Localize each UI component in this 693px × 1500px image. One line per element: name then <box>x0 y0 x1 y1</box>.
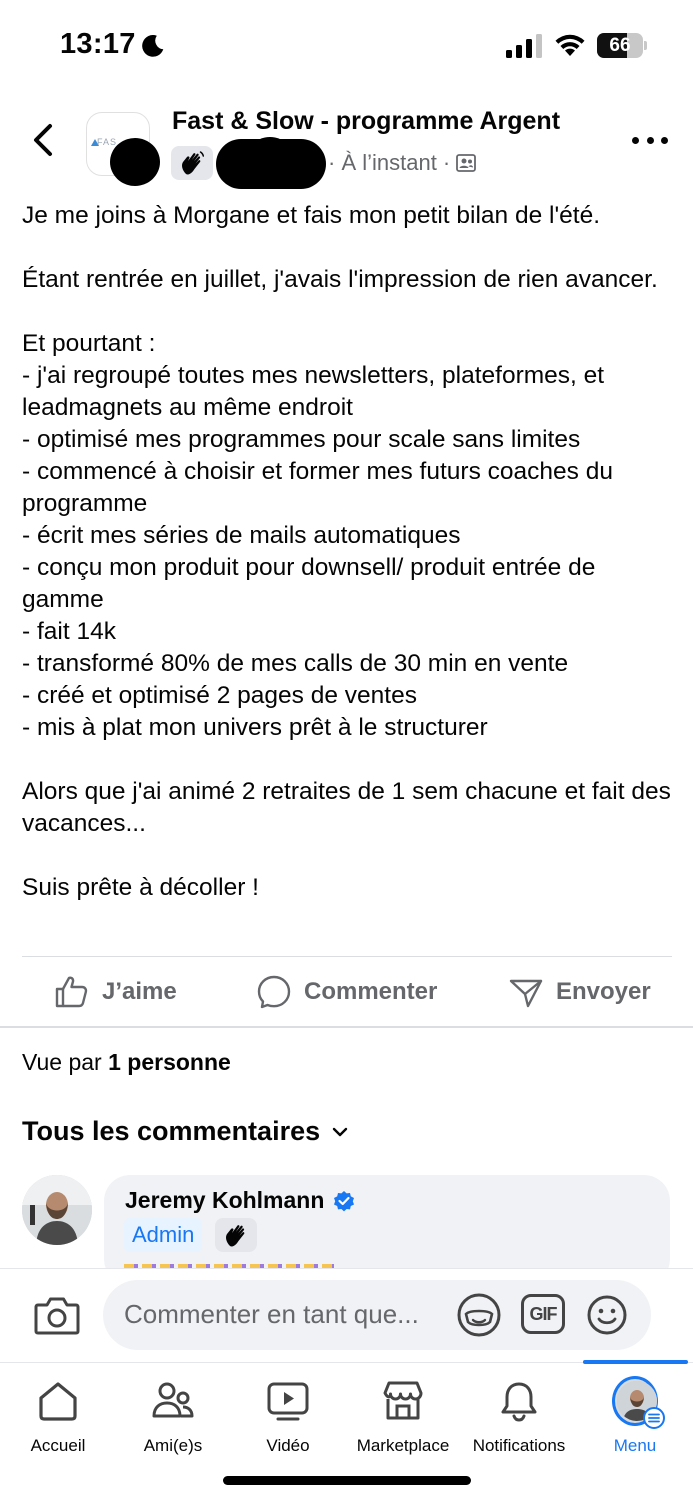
wave-hand-icon <box>178 149 206 177</box>
nav-label: Marketplace <box>356 1436 450 1455</box>
post-paragraph: Alors que j'ai animé 2 retraites de 1 sem chacune et fait des vacances... <box>22 778 671 837</box>
home-indicator[interactable] <box>223 1476 471 1485</box>
nav-label: Vidéo <box>266 1436 310 1455</box>
comment-input-placeholder: Commenter en tant que... <box>124 1299 419 1329</box>
nav-active-indicator <box>583 1360 688 1364</box>
send-label: Envoyer <box>556 978 651 1005</box>
more-dot <box>632 137 639 144</box>
person-photo-icon <box>22 1175 92 1245</box>
thumbs-up-icon <box>54 974 90 1010</box>
divider <box>22 956 672 957</box>
home-icon <box>36 1379 80 1423</box>
nav-item-notifications[interactable] <box>461 1378 577 1458</box>
section-divider <box>0 1026 693 1028</box>
seen-by-count: 1 personne <box>108 1049 231 1075</box>
admin-role-badge: Admin <box>124 1218 202 1252</box>
chevron-down-icon <box>330 1122 350 1142</box>
comment-bubble-icon <box>256 974 292 1010</box>
send-icon <box>508 974 544 1010</box>
group-audience-icon <box>456 153 476 173</box>
commenter-name[interactable] <box>125 1187 356 1214</box>
gif-button[interactable]: GIF <box>521 1294 565 1334</box>
nav-item-home[interactable] <box>0 1378 116 1458</box>
nav-item-video[interactable] <box>230 1378 346 1458</box>
emoji-icon[interactable] <box>586 1294 628 1336</box>
redacted-author-avatar <box>110 138 160 186</box>
nav-item-friends[interactable] <box>115 1378 231 1458</box>
post-body <box>22 200 677 904</box>
battery-icon <box>597 33 647 58</box>
marketplace-icon <box>380 1379 426 1423</box>
verified-badge-icon <box>332 1189 356 1213</box>
post-timestamp: · À l’instant · <box>328 150 451 175</box>
nav-label: Notifications <box>472 1436 566 1455</box>
comments-filter-dropdown[interactable] <box>22 1116 350 1147</box>
like-button[interactable] <box>54 970 177 1014</box>
comments-filter-label: Tous les commentaires <box>22 1116 321 1146</box>
comment-label: Commenter <box>304 978 438 1005</box>
comment-button[interactable] <box>256 970 437 1014</box>
post-paragraph: Suis prête à décoller ! <box>22 874 259 901</box>
commenter-badge[interactable] <box>215 1218 257 1252</box>
chevron-left-icon <box>31 123 55 157</box>
nav-item-menu[interactable] <box>577 1378 693 1458</box>
avatar-sticker-icon[interactable] <box>456 1292 502 1338</box>
video-icon <box>265 1379 311 1423</box>
commenter-avatar[interactable] <box>22 1175 92 1245</box>
post-action-bar <box>0 962 693 1022</box>
nav-label: Accueil <box>30 1436 86 1455</box>
nav-label: Ami(e)s <box>143 1436 203 1455</box>
menu-hamburger-icon <box>643 1407 665 1429</box>
nav-item-marketplace[interactable] <box>345 1378 461 1458</box>
like-label: J’aime <box>102 978 177 1005</box>
commenter-name-text: Jeremy Kohlmann <box>125 1187 325 1213</box>
more-options-button[interactable] <box>632 128 668 152</box>
status-bar <box>0 0 693 92</box>
signal-icon <box>506 34 544 58</box>
redacted-author-name <box>216 139 326 189</box>
post-paragraph: Étant rentrée en juillet, j'avais l'impression de rien avancer. <box>22 266 658 293</box>
camera-icon[interactable] <box>34 1294 80 1336</box>
moon-icon <box>140 33 166 59</box>
battery-level: 66 <box>609 35 631 56</box>
menu-avatar-icon <box>612 1376 658 1426</box>
friends-icon <box>150 1379 196 1423</box>
post-meta <box>328 150 476 176</box>
more-dot <box>647 137 654 144</box>
author-badge[interactable] <box>171 146 213 180</box>
bell-icon <box>497 1379 541 1423</box>
seen-by-prefix: Vue par <box>22 1049 102 1075</box>
wifi-icon <box>554 32 586 58</box>
group-name[interactable]: Fast & Slow - programme Argent <box>172 107 561 135</box>
nav-label: Menu <box>613 1436 657 1455</box>
more-dot <box>661 137 668 144</box>
group-logo-text: FAS <box>97 137 118 147</box>
send-button[interactable] <box>508 970 651 1014</box>
wave-hand-icon <box>222 1221 250 1249</box>
back-button[interactable] <box>28 122 58 158</box>
status-time: 13:17 <box>60 28 136 60</box>
post-paragraph: Je me joins à Morgane et fais mon petit bilan de l'été. <box>22 202 601 229</box>
post-paragraph: Et pourtant : - j'ai regroupé toutes mes newsletters, plateformes, et leadmagnets au même endroit - optimisé mes programmes pour scale sans limites - commencé à choisir et former mes futurs coaches du programme - écrit mes séries de mails automatiques - conçu mon produit pour downsell/ produit entrée de gamme - fait 14k - transformé 80% de mes calls de 30 min en vente - créé et optimisé 2 pages de ventes - mis à plat mon univers prêt à le structurer <box>22 330 613 741</box>
seen-by[interactable] <box>22 1049 231 1076</box>
